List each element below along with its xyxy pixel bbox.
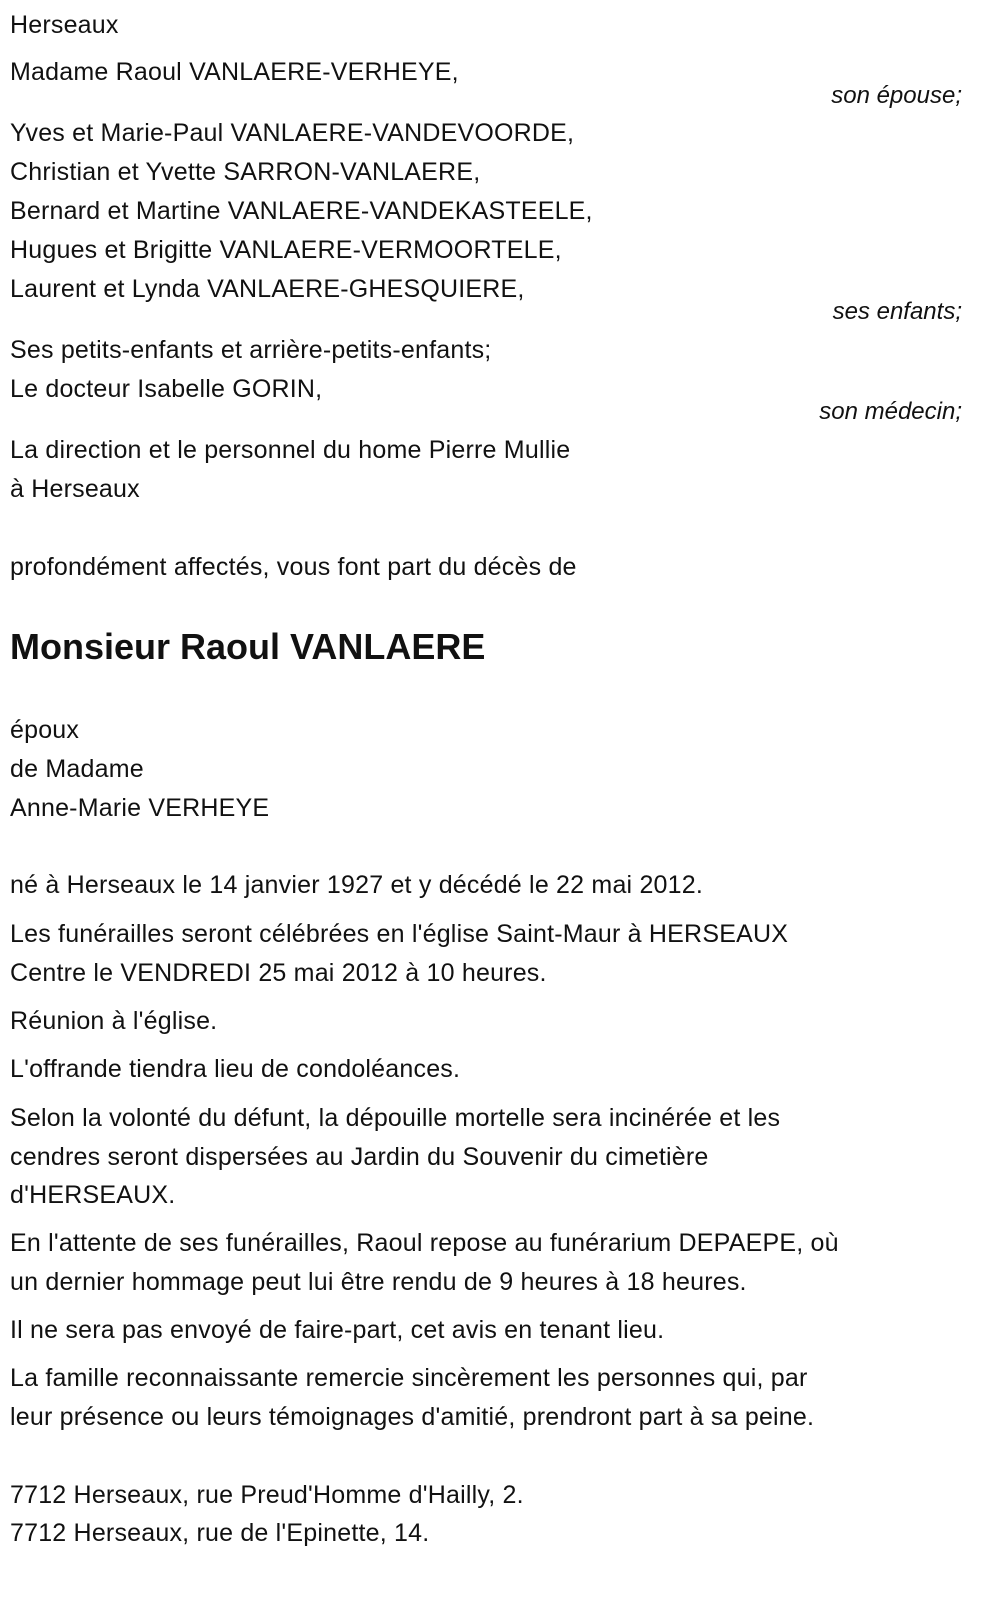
body-line: Réunion à l'église.	[10, 1007, 218, 1035]
body-line: un dernier hommage peut lui être rendu de 9 heures à 18 heures.	[10, 1268, 747, 1296]
body-line: Centre le VENDREDI 25 mai 2012 à 10 heures.	[10, 959, 547, 987]
body-line: Les funérailles seront célébrées en l'église Saint-Maur à HERSEAUX	[10, 920, 789, 948]
child-line: Laurent et Lynda VANLAERE-GHESQUIERE,	[10, 275, 525, 303]
child-line: Yves et Marie-Paul VANLAERE-VANDEVOORDE,	[10, 119, 575, 147]
deceased-name: Monsieur Raoul VANLAERE	[10, 626, 486, 667]
header-place: Herseaux	[10, 11, 119, 39]
announcement: profondément affectés, vous font part du décès de	[10, 553, 577, 581]
grandchildren: Ses petits-enfants et arrière-petits-enfants;	[10, 336, 492, 364]
body-line: d'HERSEAUX.	[10, 1181, 176, 1209]
body-line: leur présence ou leurs témoignages d'amitié, prendront part à sa peine.	[10, 1403, 815, 1431]
spouse-of-line: Anne-Marie VERHEYE	[10, 794, 270, 822]
body-line: Selon la volonté du défunt, la dépouille mortelle sera incinérée et les	[10, 1104, 781, 1132]
child-line: Hugues et Brigitte VANLAERE-VERMOORTELE,	[10, 236, 562, 264]
body-line: La famille reconnaissante remercie sincèrement les personnes qui, par	[10, 1364, 808, 1392]
body-line: cendres seront dispersées au Jardin du Souvenir du cimetière	[10, 1143, 709, 1171]
address-line: 7712 Herseaux, rue Preud'Homme d'Hailly, 2.	[10, 1481, 524, 1509]
doctor-role: son médecin;	[819, 398, 962, 425]
spouse-of-line: de Madame	[10, 755, 144, 783]
children-role: ses enfants;	[832, 298, 962, 325]
body-line: Il ne sera pas envoyé de faire-part, cet avis en tenant lieu.	[10, 1316, 665, 1344]
child-line: Bernard et Martine VANLAERE-VANDEKASTEELE,	[10, 197, 593, 225]
doctor-name: Le docteur Isabelle GORIN,	[10, 375, 323, 403]
body-line: L'offrande tiendra lieu de condoléances.	[10, 1055, 461, 1083]
spouse-of-line: époux	[10, 716, 80, 744]
spouse-name: Madame Raoul VANLAERE-VERHEYE,	[10, 58, 459, 86]
address-line: 7712 Herseaux, rue de l'Epinette, 14.	[10, 1519, 430, 1547]
home-line: à Herseaux	[10, 475, 140, 503]
body-line: En l'attente de ses funérailles, Raoul repose au funérarium DEPAEPE, où	[10, 1229, 839, 1257]
child-line: Christian et Yvette SARRON-VANLAERE,	[10, 158, 481, 186]
body-line: né à Herseaux le 14 janvier 1927 et y décédé le 22 mai 2012.	[10, 871, 704, 899]
spouse-role: son épouse;	[831, 82, 962, 109]
home-line: La direction et le personnel du home Pierre Mullie	[10, 436, 571, 464]
